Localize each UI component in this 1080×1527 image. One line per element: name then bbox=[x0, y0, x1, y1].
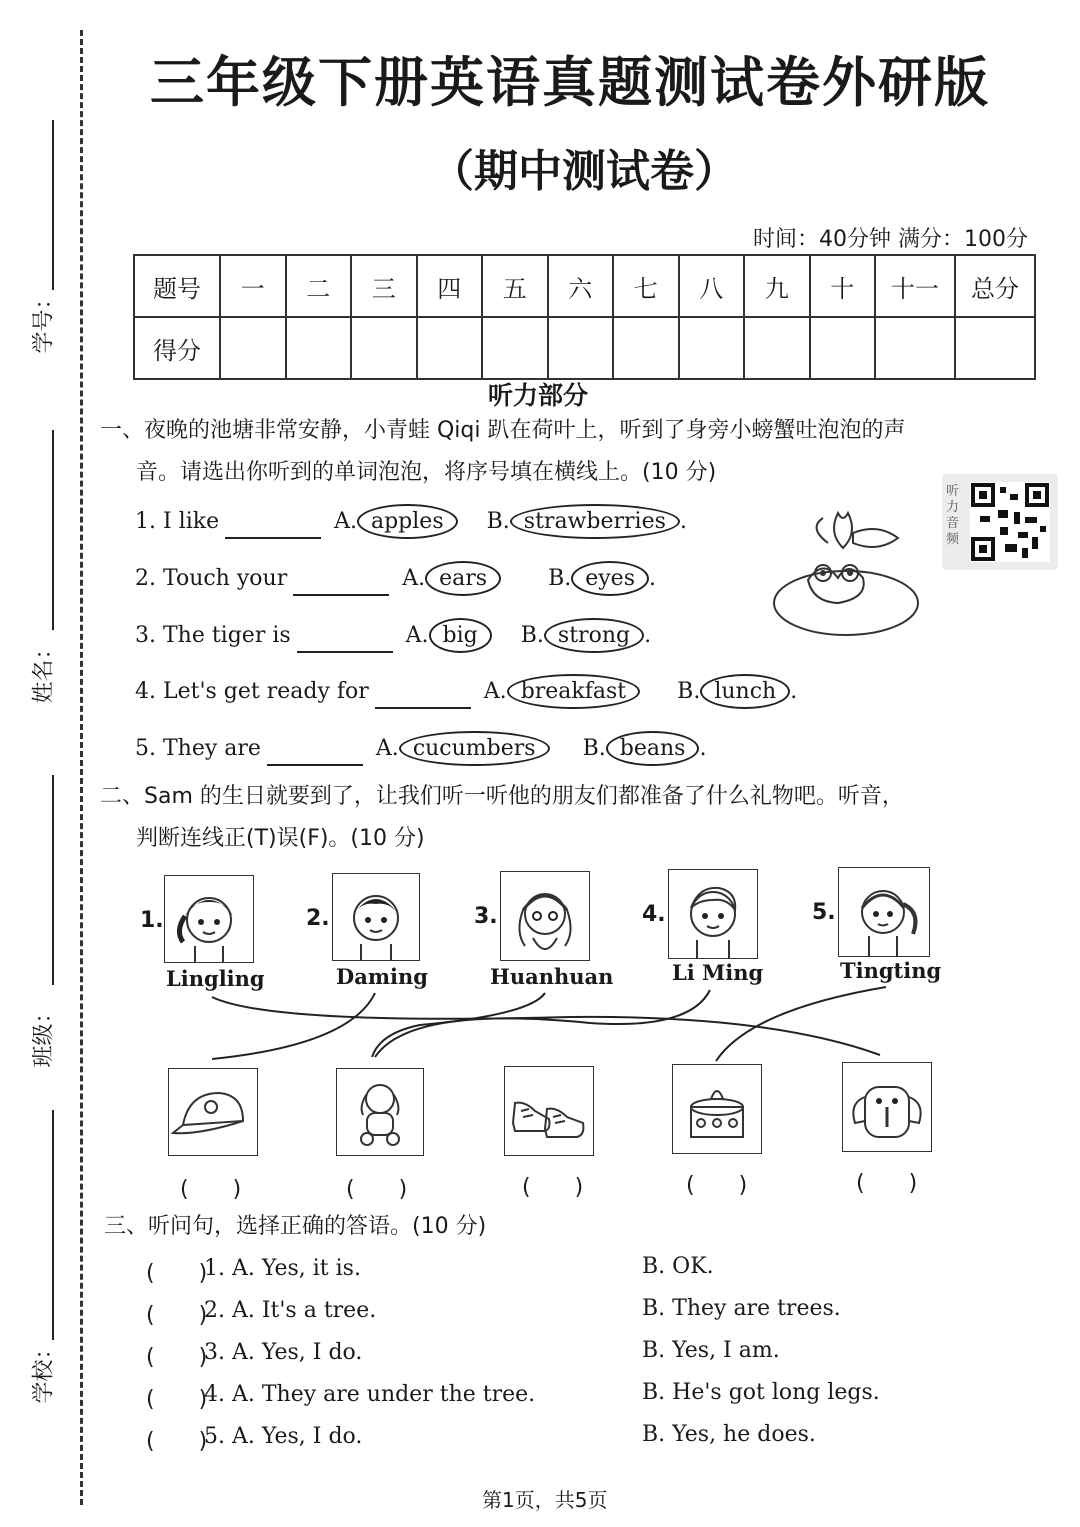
tf-answer-paren[interactable]: ( ) bbox=[522, 1175, 584, 1200]
score-cell[interactable] bbox=[744, 317, 810, 379]
punctuation: . bbox=[699, 736, 707, 761]
binding-dashed-line bbox=[80, 30, 83, 1505]
gift-toy-dog-image bbox=[336, 1068, 424, 1156]
word-bubble: big bbox=[429, 618, 492, 653]
punctuation: . bbox=[644, 623, 652, 648]
page-title: 三年级下册英语真题测试卷外研版 bbox=[150, 51, 990, 114]
option-label: A. bbox=[405, 623, 429, 648]
child-portrait-tingting bbox=[838, 867, 930, 957]
page-subtitle: （期中测试卷） bbox=[430, 146, 738, 197]
table-cell: 四 bbox=[417, 255, 483, 317]
item-stem: 3. The tiger is bbox=[135, 623, 291, 648]
child-portrait-li-ming bbox=[668, 869, 758, 959]
word-bubble: strong bbox=[544, 618, 644, 653]
word-bubble: cucumbers bbox=[399, 731, 550, 766]
page-footer: 第1页，共5页 bbox=[482, 1488, 608, 1512]
table-cell: 七 bbox=[613, 255, 679, 317]
word-bubble: eyes bbox=[571, 561, 649, 596]
tf-answer-paren[interactable]: ( ) bbox=[686, 1173, 748, 1198]
child-name: Li Ming bbox=[672, 960, 764, 985]
score-cell[interactable] bbox=[220, 317, 286, 379]
option-label: B. bbox=[486, 509, 510, 534]
table-cell: 十一 bbox=[875, 255, 955, 317]
frog-on-lilypad-illustration bbox=[768, 498, 928, 643]
table-cell: 九 bbox=[744, 255, 810, 317]
score-cell[interactable] bbox=[955, 317, 1035, 379]
score-cell[interactable] bbox=[351, 317, 417, 379]
class-line bbox=[52, 775, 54, 985]
option-b: B. Yes, he does. bbox=[642, 1422, 816, 1447]
item-stem: 1. I like bbox=[135, 509, 220, 534]
answer-blank[interactable] bbox=[267, 742, 363, 766]
table-cell: 题号 bbox=[134, 255, 220, 317]
answer-blank[interactable] bbox=[297, 629, 393, 653]
q2-title-line2: 判断连线正(T)误(F)。(10 分) bbox=[136, 826, 425, 851]
option-label: A. bbox=[402, 566, 426, 591]
option-a: 1. A. Yes, it is. bbox=[204, 1256, 361, 1281]
punctuation: . bbox=[679, 509, 687, 534]
punctuation: . bbox=[649, 566, 656, 591]
table-cell: 五 bbox=[482, 255, 548, 317]
score-cell[interactable] bbox=[286, 317, 352, 379]
table-cell: 三 bbox=[351, 255, 417, 317]
item-stem: 4. Let's get ready for bbox=[135, 679, 369, 704]
q3-title: 三、听问句，选择正确的答语。(10 分) bbox=[104, 1214, 487, 1239]
student-id-label: 学号： bbox=[31, 287, 57, 354]
score-cell[interactable] bbox=[417, 317, 483, 379]
punctuation: . bbox=[790, 679, 798, 704]
table-cell: 六 bbox=[548, 255, 614, 317]
word-bubble: strawberries bbox=[510, 504, 680, 539]
word-bubble: breakfast bbox=[507, 674, 640, 709]
q1-item-2 bbox=[135, 561, 656, 596]
score-cell[interactable] bbox=[679, 317, 745, 379]
child-number: 1. bbox=[140, 908, 164, 933]
option-b: B. OK. bbox=[642, 1254, 714, 1279]
score-cell[interactable] bbox=[548, 317, 614, 379]
word-bubble: apples bbox=[357, 504, 458, 539]
option-a: 3. A. Yes, I do. bbox=[204, 1340, 363, 1365]
child-name: Huanhuan bbox=[490, 964, 614, 989]
option-label: B. bbox=[677, 679, 701, 704]
child-portrait-huanhuan bbox=[500, 871, 590, 961]
choice-answer-paren[interactable]: ( ) bbox=[146, 1345, 208, 1370]
option-label: B. bbox=[548, 566, 572, 591]
option-label: A. bbox=[483, 679, 507, 704]
table-cell: 总分 bbox=[955, 255, 1035, 317]
score-table bbox=[133, 254, 1036, 380]
table-cell: 十 bbox=[810, 255, 876, 317]
option-label: B. bbox=[520, 623, 544, 648]
qr-code-icon bbox=[970, 482, 1050, 562]
q2-title-line1: 二、Sam 的生日就要到了，让我们听一听他的朋友们都准备了什么礼物吧。听音， bbox=[100, 784, 904, 809]
child-number: 3. bbox=[474, 904, 498, 929]
answer-blank[interactable] bbox=[225, 515, 321, 539]
gift-sneakers-image bbox=[504, 1066, 594, 1156]
choice-answer-paren[interactable]: ( ) bbox=[146, 1261, 208, 1286]
tf-answer-paren[interactable]: ( ) bbox=[180, 1177, 242, 1202]
table-cell: 一 bbox=[220, 255, 286, 317]
class-label: 班级： bbox=[31, 1001, 57, 1068]
option-b: B. Yes, I am. bbox=[642, 1338, 780, 1363]
choice-answer-paren[interactable]: ( ) bbox=[146, 1303, 208, 1328]
option-b: B. They are trees. bbox=[642, 1296, 841, 1321]
child-name: Lingling bbox=[166, 966, 265, 991]
answer-blank[interactable] bbox=[293, 572, 389, 596]
gift-elephant-bag-image bbox=[842, 1062, 932, 1152]
option-b: B. He's got long legs. bbox=[642, 1380, 880, 1405]
q1-item-3 bbox=[135, 618, 651, 653]
school-label: 学校： bbox=[31, 1337, 57, 1404]
q1-item-1 bbox=[135, 504, 687, 539]
student-id-line bbox=[52, 120, 54, 290]
table-cell: 得分 bbox=[134, 317, 220, 379]
score-cell[interactable] bbox=[482, 317, 548, 379]
score-cell[interactable] bbox=[875, 317, 955, 379]
listening-heading: 听力部分 bbox=[488, 381, 589, 410]
child-portrait-daming bbox=[332, 873, 420, 961]
item-stem: 2. Touch your bbox=[135, 566, 288, 591]
word-bubble: ears bbox=[425, 561, 501, 596]
qr-label: 听力音频 bbox=[946, 484, 960, 547]
school-line bbox=[52, 1110, 54, 1340]
tf-answer-paren[interactable]: ( ) bbox=[346, 1177, 408, 1202]
table-cell: 八 bbox=[679, 255, 745, 317]
child-number: 4. bbox=[642, 902, 666, 927]
qr-code-panel[interactable] bbox=[942, 474, 1058, 570]
child-portrait-lingling bbox=[164, 875, 254, 963]
answer-blank[interactable] bbox=[375, 685, 471, 709]
option-label: B. bbox=[582, 736, 606, 761]
child-number: 5. bbox=[812, 900, 836, 925]
gift-cap-image bbox=[168, 1068, 258, 1156]
score-table-header-row bbox=[134, 255, 1035, 317]
q1-title-line1: 一、夜晚的池塘非常安静，小青蛙 Qiqi 趴在荷叶上，听到了身旁小螃蟹吐泡泡的声 bbox=[100, 418, 906, 443]
name-label: 姓名： bbox=[31, 637, 57, 704]
time-info: 时间：40分钟 满分：100分 bbox=[753, 227, 1028, 252]
q1-item-5 bbox=[135, 731, 706, 766]
table-cell: 二 bbox=[286, 255, 352, 317]
option-a: 2. A. It's a tree. bbox=[204, 1298, 377, 1323]
gift-cake-image bbox=[672, 1064, 762, 1154]
choice-answer-paren[interactable]: ( ) bbox=[146, 1429, 208, 1454]
score-cell[interactable] bbox=[810, 317, 876, 379]
q1-item-4 bbox=[135, 674, 797, 709]
name-line bbox=[52, 430, 54, 630]
score-table-score-row bbox=[134, 317, 1035, 379]
option-label: A. bbox=[375, 736, 399, 761]
child-name: Tingting bbox=[840, 958, 942, 983]
word-bubble: lunch bbox=[700, 674, 790, 709]
score-cell[interactable] bbox=[613, 317, 679, 379]
item-stem: 5. They are bbox=[135, 736, 261, 761]
choice-answer-paren[interactable]: ( ) bbox=[146, 1387, 208, 1412]
child-number: 2. bbox=[306, 906, 330, 931]
option-a: 5. A. Yes, I do. bbox=[204, 1424, 363, 1449]
option-a: 4. A. They are under the tree. bbox=[204, 1382, 536, 1407]
child-name: Daming bbox=[336, 964, 428, 989]
q1-title-line2: 音。请选出你听到的单词泡泡，将序号填在横线上。(10 分) bbox=[136, 460, 717, 485]
word-bubble: beans bbox=[606, 731, 700, 766]
option-label: A. bbox=[334, 509, 357, 534]
matching-lines bbox=[150, 985, 950, 1065]
tf-answer-paren[interactable]: ( ) bbox=[856, 1171, 918, 1196]
